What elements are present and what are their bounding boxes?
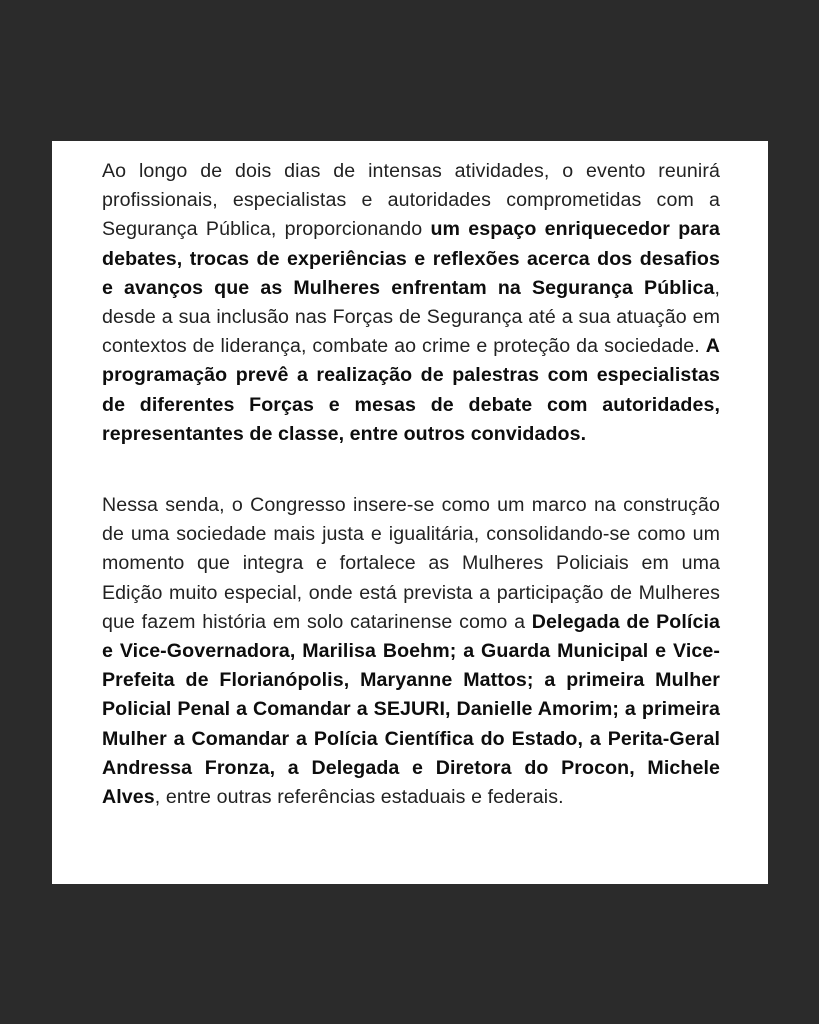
paragraph-2-participants-list: Delegada de Polícia e Vice-Governadora, Marilisa Boehm; a Guarda Municipal e Vice-Prefeita de Florianópolis, Maryanne Mattos; a primeira Mulher Policial Penal a Comandar a SEJURI, Danielle Amorim; a primeira Mulher a Comandar a Polícia Científica do Estado, a Perita-Geral Andressa Fronza, a Delegada e Diretora do Procon, Michele Alves (102, 610, 721, 809)
text-card (52, 141, 768, 884)
paragraph-1-highlight: um espaço enriquecedor para debates, trocas de experiências e reflexões acerca dos desafios e avanços que as Mulheres enfrentam na Segurança Pública (102, 218, 720, 299)
paragraph-1-context: , desde a sua inclusão nas Forças de Segurança até a sua atuação em contextos de liderança, combate ao crime e proteção da sociedade. (102, 276, 720, 358)
paragraph-2-intro: Nessa senda, o Congresso insere-se como um marco na construção de uma sociedade mais justa e igualitária, consolidando-se como um momento que integra e fortalece as Mulheres Policiais em uma Edição muito especial, onde está prevista a participação de Mulheres que fazem história em solo catarinense como a (102, 494, 720, 633)
paragraph-spacer (102, 449, 720, 491)
paragraph-2-closing: , entre outras referências estaduais e federais. (154, 786, 564, 809)
paragraph-participants (102, 491, 720, 812)
paragraph-1-intro: Ao longo de dois dias de intensas atividades, o evento reunirá profissionais, especialistas e autoridades comprometidas com a Segurança Pública, proporcionando (102, 160, 720, 241)
paragraph-1-program: A programação prevê a realização de palestras com especialistas de diferentes Forças e mesas de debate com autoridades, representantes de classe, entre outros convidados. (102, 335, 720, 445)
paragraph-event-overview (102, 157, 720, 449)
